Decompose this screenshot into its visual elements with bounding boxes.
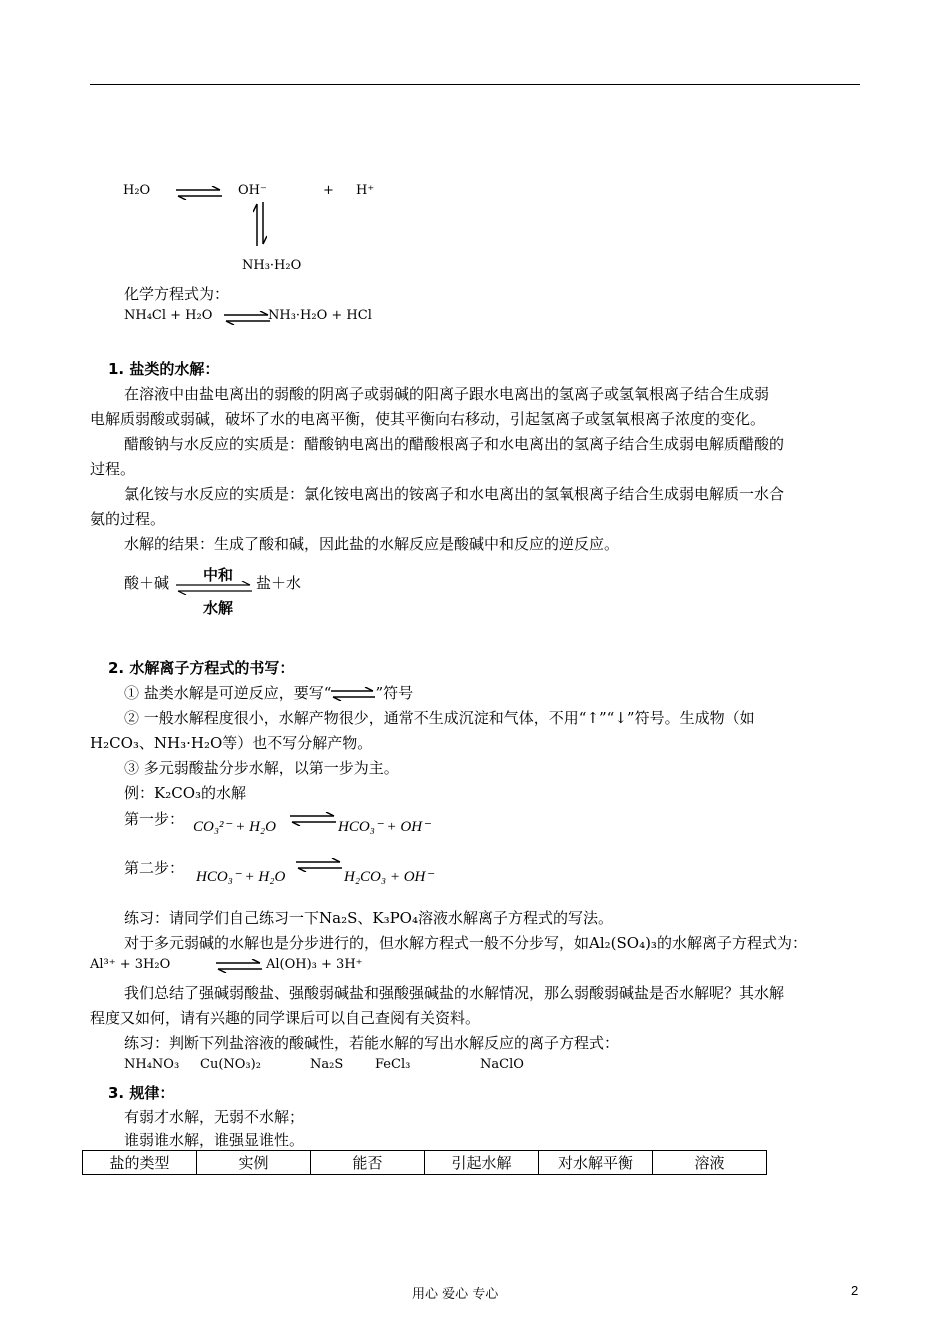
salt-item: Cu(NO₃)₂ — [200, 1057, 261, 1072]
section2-item1-b: ”符号 — [375, 684, 414, 702]
section2-item2-l1: ② 一般水解程度很小，水解产物很少，通常不生成沉淀和气体，不用“↑”“↓”符号。生成物（如 — [124, 709, 755, 727]
equilibrium-arrow-icon — [224, 311, 270, 325]
salt-item: NaClO — [480, 1057, 524, 1072]
header-rule — [90, 84, 860, 85]
example-label: 例：K₂CO₃的水解 — [124, 784, 247, 802]
hydrolysis-label: 水解 — [203, 599, 234, 617]
equilibrium-arrow-icon — [290, 812, 336, 826]
salt-item: NH₄NO₃ — [124, 1057, 180, 1072]
salt-item: Na₂S — [310, 1057, 344, 1072]
table-header-cell: 对水解平衡 — [539, 1151, 653, 1175]
step1-label: 第一步： — [124, 810, 185, 828]
section1-p3-l1: 氯化铵与水反应的实质是：氯化铵电离出的铵离子和水电离出的氢氧根离子结合生成弱电解质一水合 — [124, 485, 785, 503]
footer-text: 用心 爱心 专心 — [412, 1287, 499, 1302]
summary-l2: 程度又如何，请有兴趣的同学课后可以自己查阅有关资料。 — [90, 1009, 481, 1027]
section1-p2-l1: 醋酸钠与水反应的实质是：醋酸钠电离出的醋酸根离子和水电离出的氢离子结合生成弱电解质醋酸的 — [124, 435, 785, 453]
page-number: 2 — [851, 1283, 859, 1298]
table-header-cell: 能否 — [311, 1151, 425, 1175]
neutralization-label: 中和 — [203, 566, 234, 584]
hydrolysis-rule-table — [82, 1150, 767, 1175]
section1-p3-l2: 氨的过程。 — [90, 510, 166, 528]
section1-title: 1. 盐类的水解： — [108, 360, 220, 378]
equilibrium-arrow-icon — [216, 959, 262, 973]
section2-item1 — [124, 682, 413, 703]
equilibrium-arrow-icon — [176, 186, 222, 200]
section2-title: 2. 水解离子方程式的书写： — [108, 659, 295, 677]
table-header-cell: 盐的类型 — [83, 1151, 197, 1175]
table-header-cell: 溶液 — [653, 1151, 767, 1175]
salt-item: FeCl₃ — [375, 1057, 411, 1072]
section1-p1-l1: 在溶液中由盐电离出的弱酸的阴离子或弱碱的阳离子跟水电离出的氢离子或氢氧根离子结合生成弱 — [124, 385, 770, 403]
multi-base-l1: 对于多元弱碱的水解也是分步进行的，但水解方程式一般不分步写，如Al₂(SO₄)₃的水解离子方程式为： — [124, 934, 807, 952]
neutralization-right: 盐＋水 — [256, 574, 302, 592]
practice1: 练习：请同学们自己练习一下Na₂S、K₃PO₄溶液水解离子方程式的写法。 — [124, 909, 613, 927]
step1-right: HCO₃⁻ + OH⁻ — [338, 819, 431, 835]
section3-title: 3. 规律： — [108, 1084, 175, 1102]
equilibrium-arrow-icon — [331, 687, 375, 701]
table-header-cell: 实例 — [197, 1151, 311, 1175]
diagram-h2o: H₂O — [123, 183, 151, 198]
diagram-h: H⁺ — [356, 183, 375, 198]
diagram-oh: OH⁻ — [238, 183, 267, 198]
diagram-plus: + — [323, 183, 334, 198]
neutralization-left: 酸＋碱 — [124, 574, 170, 592]
practice2: 练习：判断下列盐溶液的酸碱性，若能水解的写出水解反应的离子方程式： — [124, 1034, 620, 1052]
vertical-equilibrium-arrow-icon — [253, 202, 267, 246]
step2-right: H₂CO₃ + OH⁻ — [344, 869, 434, 885]
al-eq-right: Al(OH)₃ + 3H⁺ — [266, 957, 363, 972]
equilibrium-arrow-icon — [176, 581, 252, 595]
step1-left: CO₃²⁻ + H₂O — [193, 819, 276, 835]
section2-item3: ③ 多元弱酸盐分步水解，以第一步为主。 — [124, 759, 399, 777]
step2-left: HCO₃⁻ + H₂O — [196, 869, 286, 885]
section1-p1-l2: 电解质弱酸或弱碱，破坏了水的电离平衡，使其平衡向右移动，引起氢离子或氢氧根离子浓度的变化。 — [90, 410, 766, 428]
al-eq-left: Al³⁺ + 3H₂O — [90, 957, 171, 972]
section2-item2-l2: H₂CO₃、NH₃·H₂O等）也不写分解产物。 — [90, 734, 373, 752]
rule2: 谁弱谁水解，谁强显谁性。 — [124, 1131, 305, 1149]
section1-p4: 水解的结果：生成了酸和碱，因此盐的水解反应是酸碱中和反应的逆反应。 — [124, 535, 620, 553]
section2-item1-a: ① 盐类水解是可逆反应，要写“ — [124, 684, 332, 702]
equilibrium-arrow-icon — [296, 858, 342, 872]
rule1: 有弱才水解，无弱不水解； — [124, 1108, 305, 1126]
section1-p2-l2: 过程。 — [90, 460, 136, 478]
chem-eq-left: NH₄Cl + H₂O — [124, 308, 213, 323]
step2-label: 第二步： — [124, 859, 185, 877]
table-header-row — [83, 1151, 767, 1175]
chem-eq-right: NH₃·H₂O + HCl — [268, 308, 372, 323]
diagram-nh3h2o: NH₃·H₂O — [242, 258, 302, 273]
summary-l1: 我们总结了强碱弱酸盐、强酸弱碱盐和强酸强碱盐的水解情况，那么弱酸弱碱盐是否水解呢？其水解 — [124, 984, 785, 1002]
table-header-cell: 引起水解 — [425, 1151, 539, 1175]
chem-eq-label: 化学方程式为： — [124, 285, 230, 303]
